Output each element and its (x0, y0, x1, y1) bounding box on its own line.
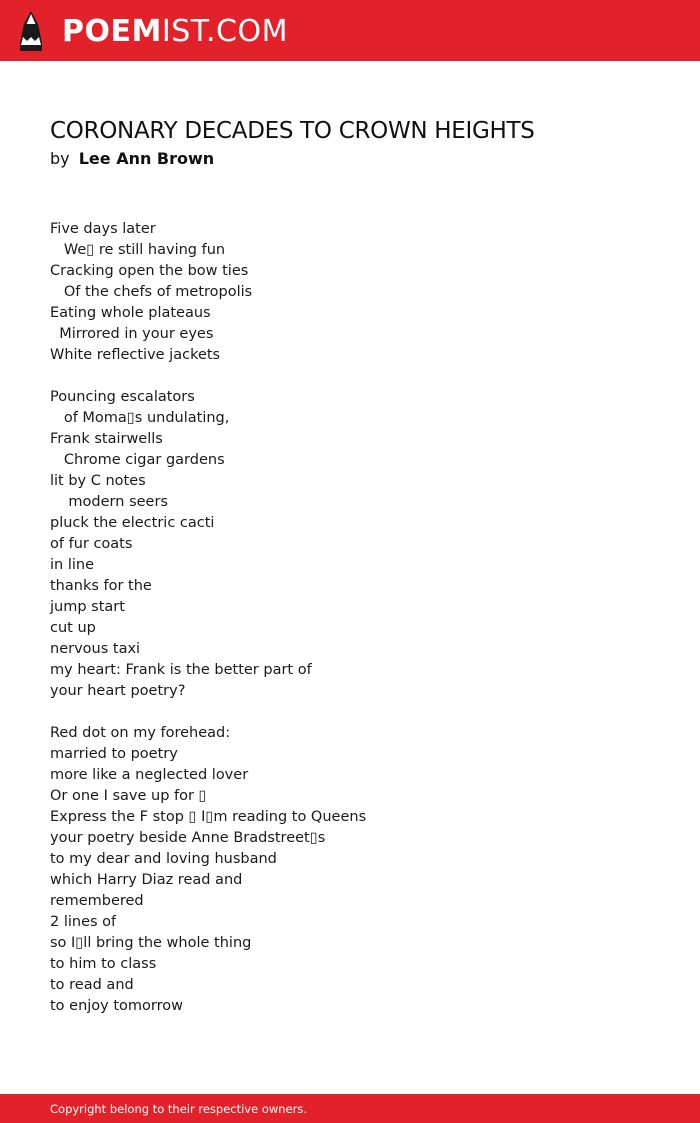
site-footer (0, 1094, 700, 1123)
poem-line (50, 366, 366, 387)
poem-line: my heart: Frank is the better part of (50, 662, 312, 678)
poem-line: which Harry Diaz read and (50, 872, 243, 888)
poem-line: Eating whole plateaus (50, 305, 211, 321)
poem-line: nervous taxi (50, 641, 141, 657)
poem-line: of Moma▯s undulating, (50, 410, 230, 426)
poem-body (50, 219, 366, 1017)
pen-nib-icon[interactable] (18, 10, 44, 52)
poem-line: married to poetry (50, 746, 178, 762)
poem-line: of fur coats (50, 536, 133, 552)
poem-line: modern seers (50, 494, 168, 510)
poem-line: Express the F stop ▯ I▯m reading to Queens (50, 809, 367, 825)
poem-line: more like a neglected lover (50, 767, 249, 783)
poem-line: to him to class (50, 956, 157, 972)
by-label: by (50, 149, 70, 168)
poem-line: 2 lines of (50, 914, 117, 930)
poem-line: We▯ re still having fun (50, 242, 226, 258)
poem-line: your poetry beside Anne Bradstreet▯s (50, 830, 326, 846)
poem-line: to enjoy tomorrow (50, 998, 183, 1014)
poem-line: Frank stairwells (50, 431, 163, 447)
poem-line: Red dot on my forehead: (50, 725, 231, 741)
poem-line: White reflective jackets (50, 347, 221, 363)
poem-line: thanks for the (50, 578, 152, 594)
poem-line: to read and (50, 977, 134, 993)
poem-line: remembered (50, 893, 144, 909)
poem-line: your heart poetry? (50, 683, 186, 699)
site-header (0, 0, 700, 61)
poem-title: CORONARY DECADES TO CROWN HEIGHTS (50, 118, 535, 144)
poem-line: in line (50, 557, 94, 573)
poem-line: Mirrored in your eyes (50, 326, 214, 342)
poem-line: pluck the electric cacti (50, 515, 215, 531)
site-logo[interactable] (62, 13, 288, 49)
poem-line: Or one I save up for ▯ (50, 788, 207, 804)
poem-line: cut up (50, 620, 96, 636)
byline (50, 149, 214, 168)
poem-line: so I▯ll bring the whole thing (50, 935, 252, 951)
copyright-text: Copyright belong to their respective owners. (50, 1101, 308, 1116)
poem-line (50, 702, 366, 723)
poem-line: Of the chefs of metropolis (50, 284, 253, 300)
poem-line: jump start (50, 599, 125, 615)
author-name: Lee Ann Brown (78, 149, 215, 168)
logo-brand-light: IST.COM (161, 13, 288, 49)
poem-line: Cracking open the bow ties (50, 263, 249, 279)
poem-line: to my dear and loving husband (50, 851, 277, 867)
logo-brand-bold: POEM (62, 13, 162, 49)
poem-line: Chrome cigar gardens (50, 452, 225, 468)
poem-line: Pouncing escalators (50, 389, 195, 405)
poem-line: lit by C notes (50, 473, 146, 489)
poem-line: Five days later (50, 221, 156, 237)
